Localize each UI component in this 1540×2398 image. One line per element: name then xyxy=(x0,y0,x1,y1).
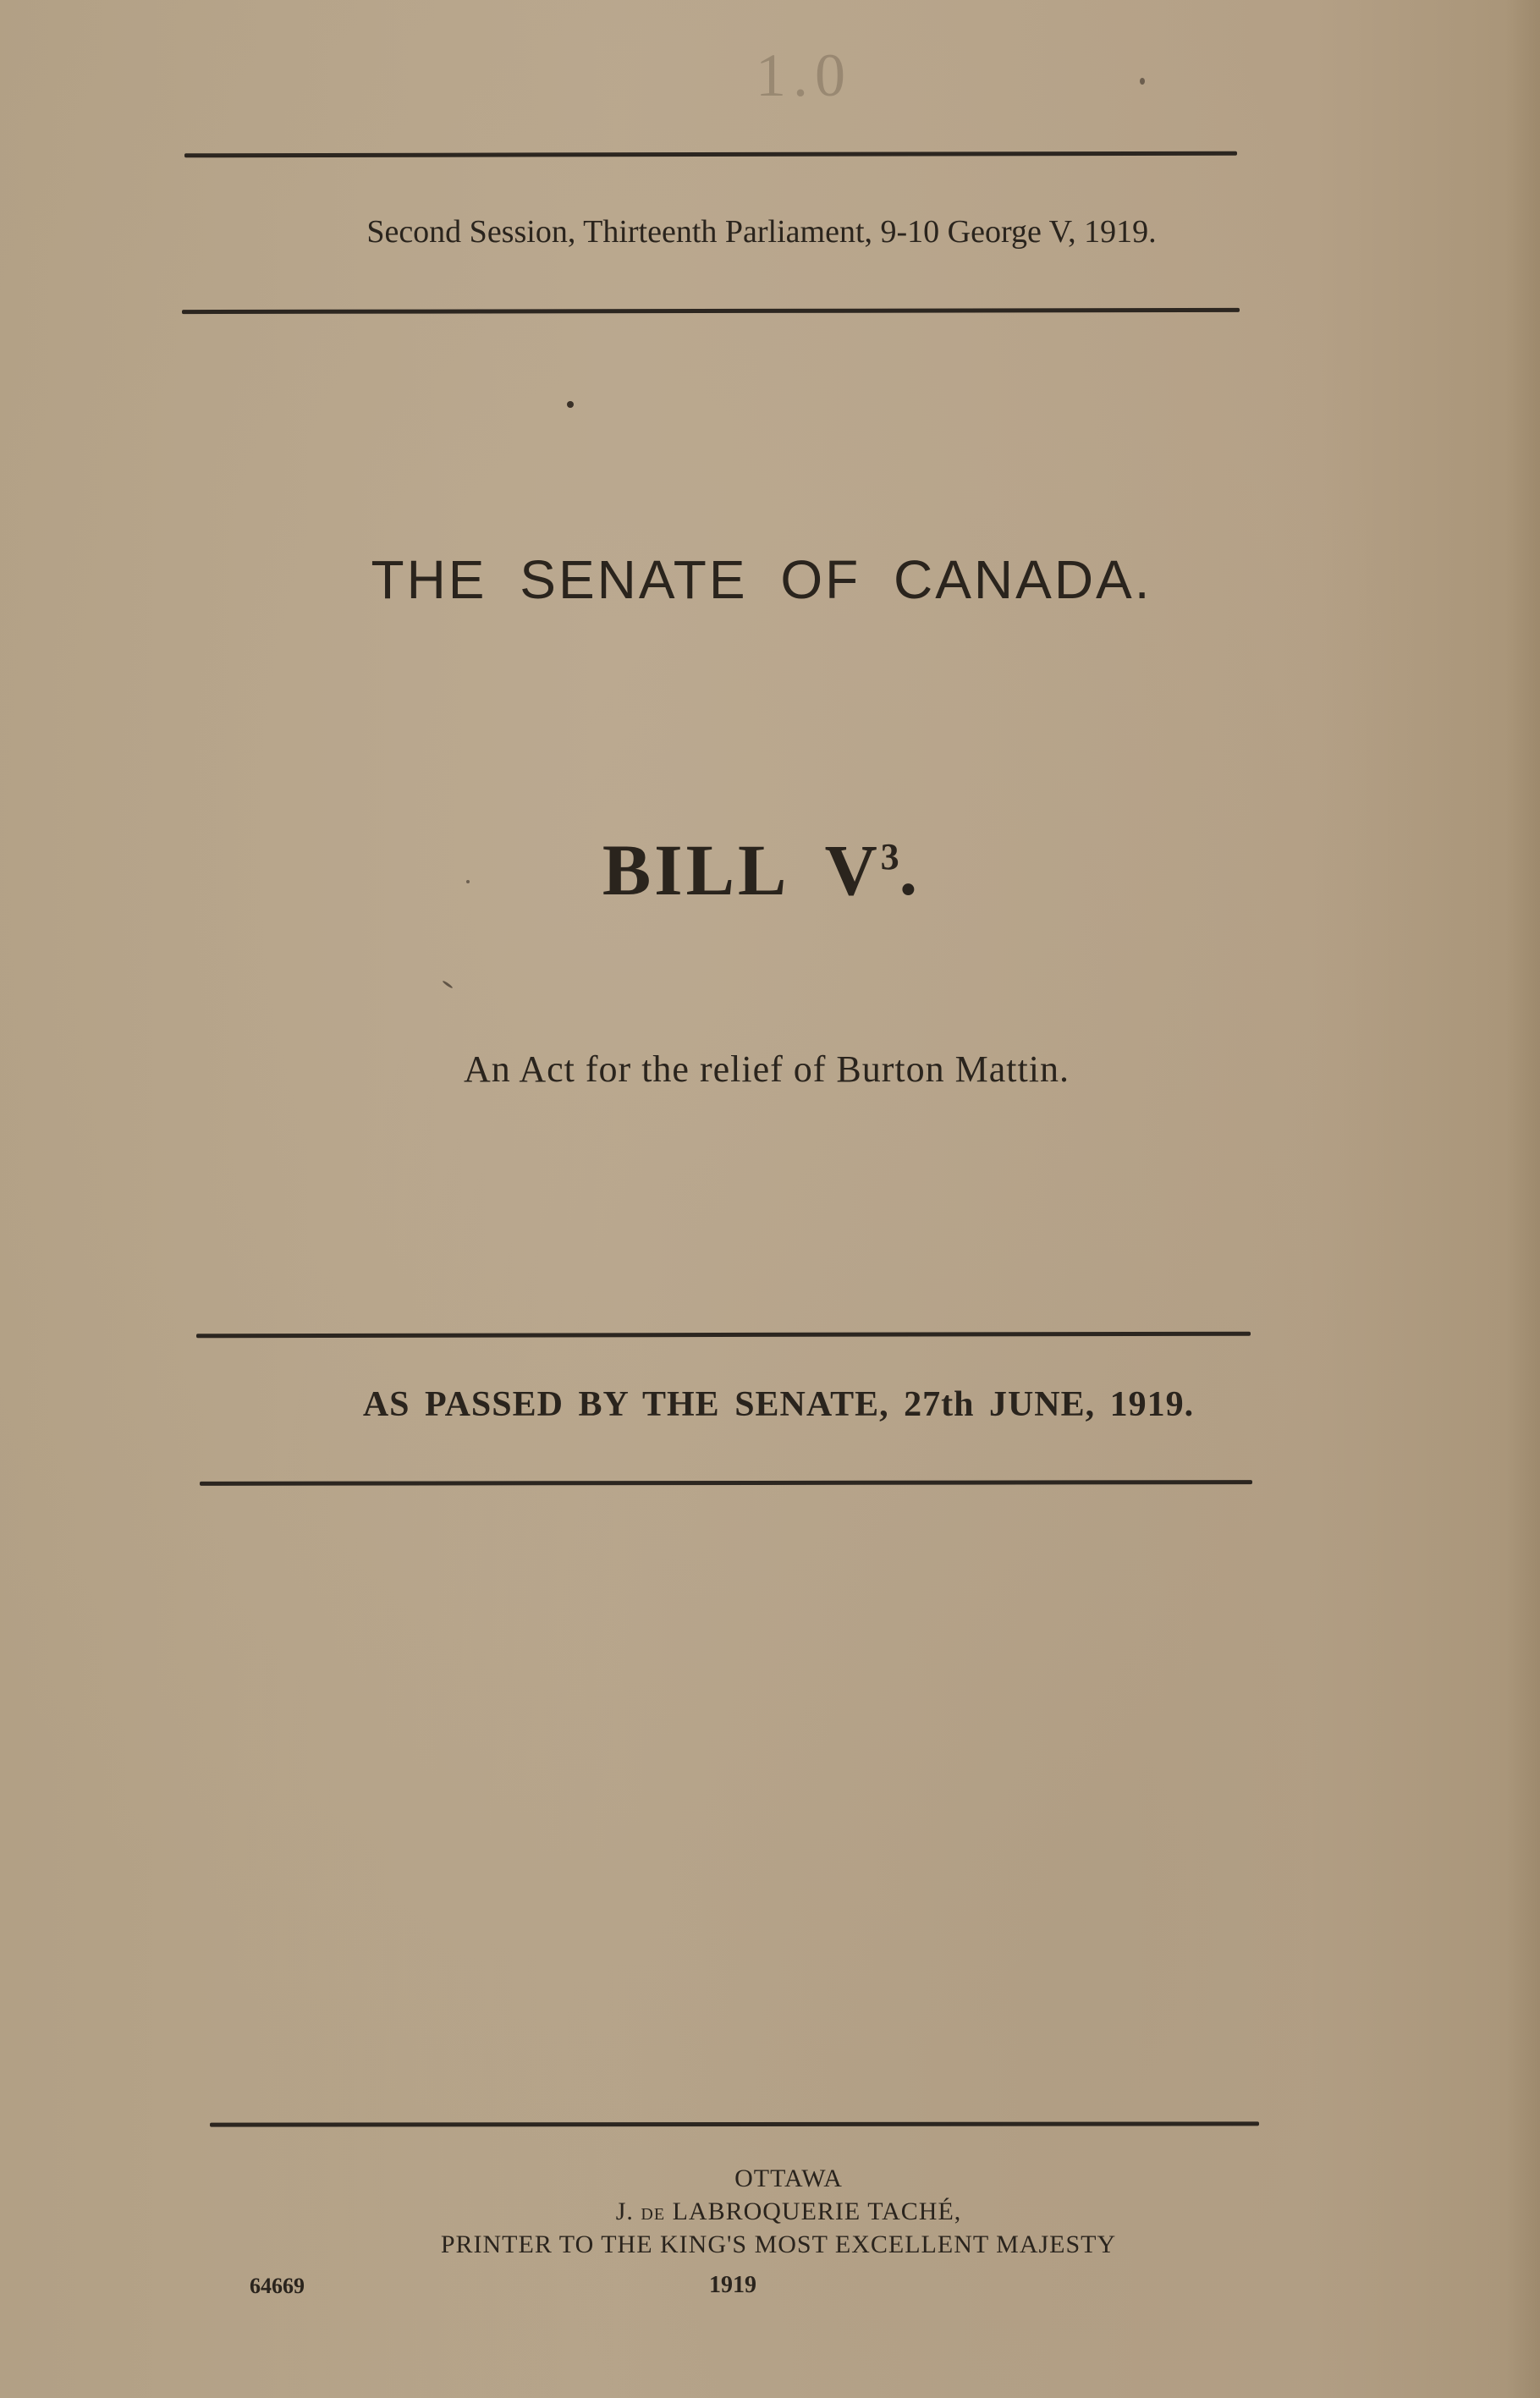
imprint-printer xyxy=(19,2197,1540,2226)
top-rule-lower xyxy=(182,308,1240,314)
printer-surname: LABROQUERIE TACHÉ, xyxy=(672,2197,962,2225)
bill-label: BILL V xyxy=(602,829,881,910)
passed-rule-lower xyxy=(200,1480,1252,1486)
bill-superscript: 3 xyxy=(880,836,899,877)
job-number: 64669 xyxy=(250,2274,305,2298)
top-rule-upper xyxy=(184,151,1237,158)
chamber-heading: THE SENATE OF CANADA. xyxy=(371,549,1152,610)
imprint-printer-title: PRINTER TO THE KING'S MOST EXCELLENT MAJESTY xyxy=(440,2230,1117,2258)
passed-statement: AS PASSED BY THE SENATE, 27th JUNE, 1919. xyxy=(362,1385,1195,1424)
faded-stamp-mark: 1.0 xyxy=(756,41,852,109)
ink-speck xyxy=(567,401,574,408)
act-title: An Act for the relief of Burton Mattin. xyxy=(464,1048,1070,1090)
bill-period: . xyxy=(899,829,921,910)
imprint-year: 1919 xyxy=(709,2272,756,2298)
imprint-rule xyxy=(210,2121,1259,2126)
session-line: Second Session, Thirteenth Parliament, 9-10 George V, 1919. xyxy=(366,214,1157,250)
paper-edge-shadow xyxy=(1506,0,1540,2398)
printer-particle: DE xyxy=(641,2205,666,2224)
ink-speck xyxy=(442,980,453,988)
ink-speck xyxy=(466,880,470,883)
imprint-city: OTTAWA xyxy=(734,2164,843,2192)
bill-number xyxy=(0,828,1532,912)
ink-speck xyxy=(1140,78,1145,85)
printer-initial: J. xyxy=(615,2197,634,2225)
passed-rule-upper xyxy=(196,1332,1251,1339)
